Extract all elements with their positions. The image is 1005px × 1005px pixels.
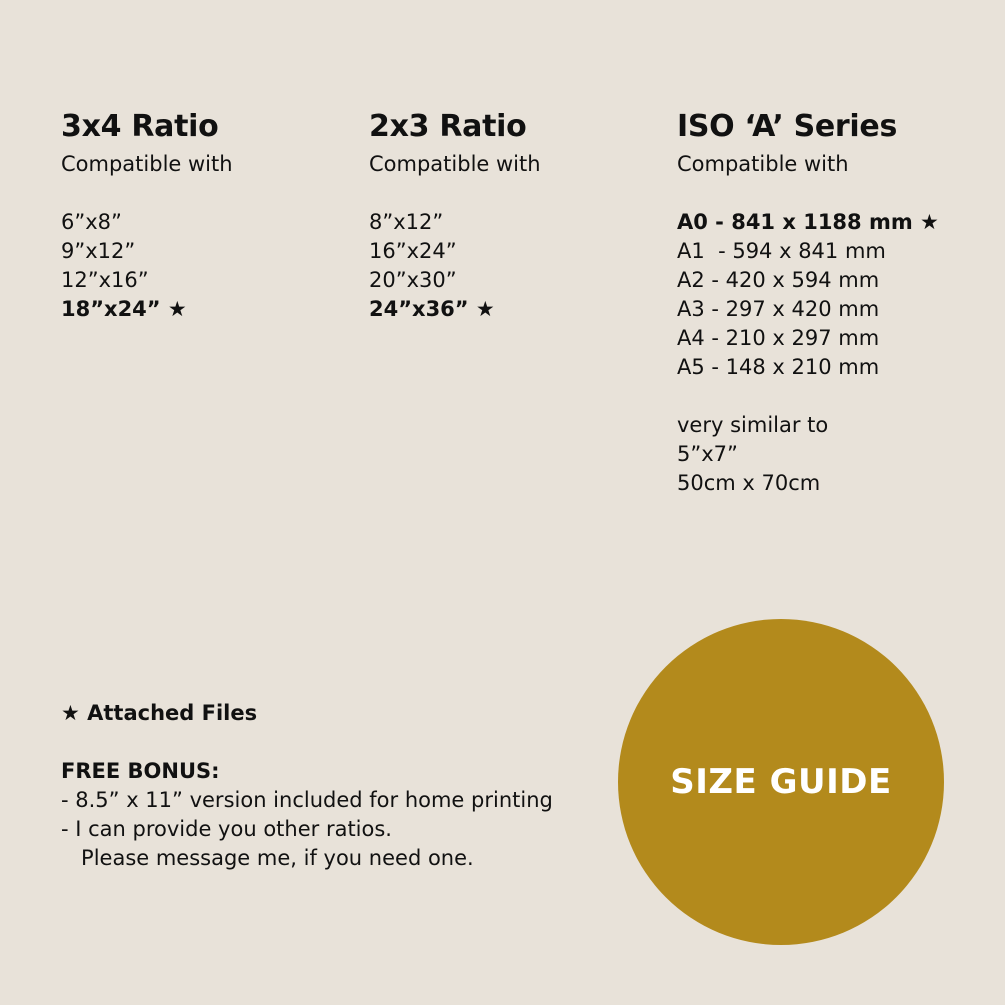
size-item: A5 - 148 x 210 mm xyxy=(677,355,880,379)
bonus-line: - 8.5” x 11” version included for home printing xyxy=(61,788,553,812)
size-item: A3 - 297 x 420 mm xyxy=(677,297,880,321)
column-subtitle: Compatible with xyxy=(369,152,541,176)
size-item: 16”x24” xyxy=(369,239,457,263)
size-guide-badge xyxy=(618,619,944,945)
similar-size: 50cm x 70cm xyxy=(677,471,821,495)
spacer xyxy=(677,382,939,411)
column-title: ISO ‘A’ Series xyxy=(677,109,898,144)
bonus-line: - I can provide you other ratios. xyxy=(61,817,392,841)
spacer xyxy=(61,728,553,757)
column-iso-a-series xyxy=(677,104,939,498)
bonus-line: Please message me, if you need one. xyxy=(61,846,474,870)
similar-note: very similar to xyxy=(677,413,829,437)
attached-files-note: ★ Attached Files xyxy=(61,701,258,725)
size-item: 6”x8” xyxy=(61,210,122,234)
column-3x4-ratio xyxy=(61,104,233,324)
size-item: 9”x12” xyxy=(61,239,136,263)
column-subtitle: Compatible with xyxy=(61,152,233,176)
similar-size: 5”x7” xyxy=(677,442,738,466)
size-item-attached: A0 - 841 x 1188 mm ★ xyxy=(677,210,939,234)
size-item-attached: 18”x24” ★ xyxy=(61,297,187,321)
size-item: A2 - 420 x 594 mm xyxy=(677,268,880,292)
size-item-attached: 24”x36” ★ xyxy=(369,297,495,321)
size-item: 8”x12” xyxy=(369,210,444,234)
column-subtitle: Compatible with xyxy=(677,152,849,176)
column-title: 2x3 Ratio xyxy=(369,109,527,144)
size-item: A1 - 594 x 841 mm xyxy=(677,239,886,263)
size-item: A4 - 210 x 297 mm xyxy=(677,326,880,350)
bonus-title: FREE BONUS: xyxy=(61,759,220,783)
size-item: 12”x16” xyxy=(61,268,149,292)
notes-section xyxy=(61,699,553,873)
column-title: 3x4 Ratio xyxy=(61,109,219,144)
size-guide-label: SIZE GUIDE xyxy=(670,762,892,802)
size-item: 20”x30” xyxy=(369,268,457,292)
column-2x3-ratio xyxy=(369,104,541,324)
